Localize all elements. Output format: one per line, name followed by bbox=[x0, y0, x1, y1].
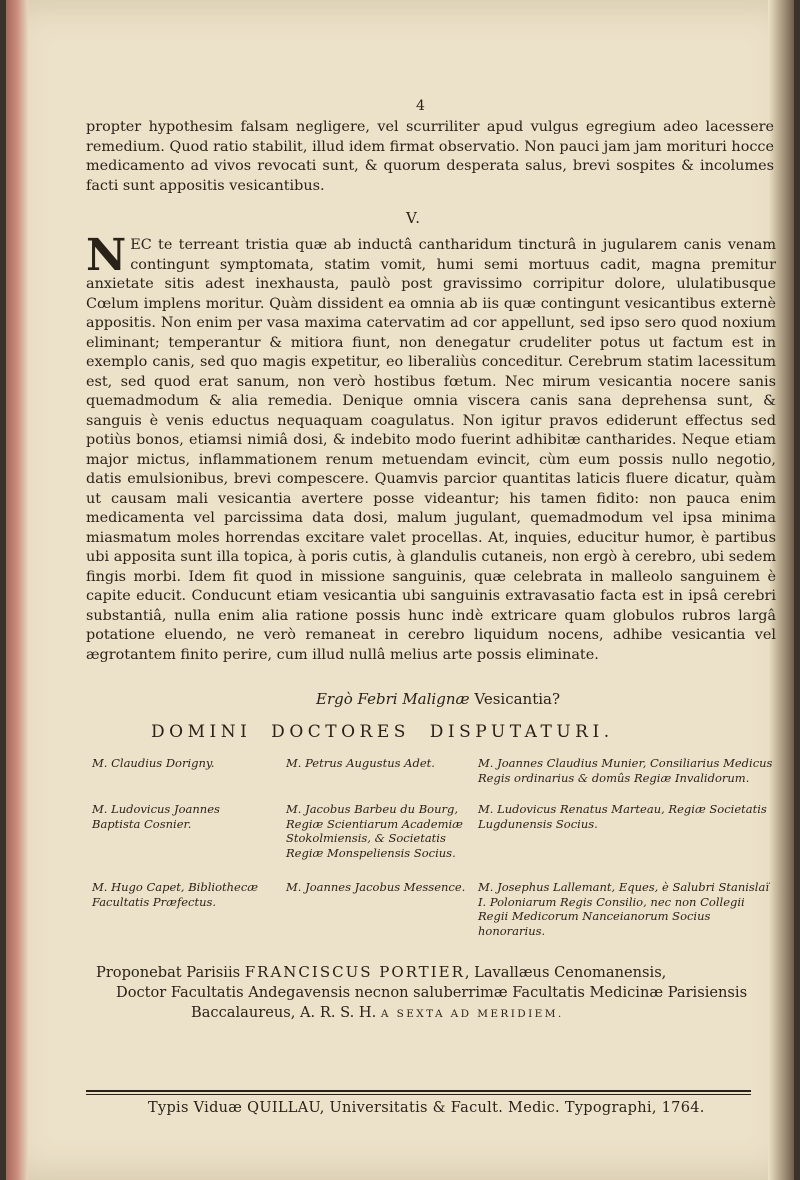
bottom-rule bbox=[86, 1090, 751, 1092]
doctor-entry: M. Ludovicus Joannes Baptista Cosnier. bbox=[92, 802, 220, 831]
thesis-title-italic: Ergò Febri Malignæ bbox=[316, 690, 470, 708]
book-page bbox=[6, 0, 794, 1180]
printer-imprint: Typis Viduæ QUILLAU, Universitatis & Facult. Medic. Typographi, 1764. bbox=[148, 1100, 705, 1116]
doctor-entry: M. Ludovicus Renatus Marteau, Regiæ Societatis Lugdunensis Socius. bbox=[478, 802, 767, 831]
proponebat-line-1 bbox=[96, 962, 776, 983]
thesis-title bbox=[316, 690, 560, 708]
doctor-entry: M. Claudius Dorigny. bbox=[92, 756, 215, 770]
drop-cap: N bbox=[86, 230, 127, 281]
section-number: V. bbox=[406, 209, 421, 227]
candidate-name: FRANCISCUS PORTIER bbox=[244, 963, 465, 981]
proponebat-line-3 bbox=[96, 1003, 776, 1024]
proponebat-intro: Proponebat Parisiis bbox=[96, 964, 241, 981]
disputation-time: A SEXTA AD MERIDIEM. bbox=[380, 1008, 564, 1020]
doctors-heading: DOMINI DOCTORES DISPUTATURI. bbox=[151, 722, 614, 742]
doctor-entry: M. Hugo Capet, Bibliothecæ Facultatis Præfectus. bbox=[92, 880, 259, 909]
top-paragraph: propter hypothesim falsam negligere, vel scurriliter apud vulgus egregium adeo lacessere remedium. Quod ratio stabilit, illud idem firmat observatio. Non pauci jam jam morituri hocce medicamento ad vivos revocati sunt, & quorum desperata salus, brevi sospites & incolumes facti sunt appositis vesicantibus. bbox=[86, 119, 774, 194]
main-paragraph-text: EC te terreant tristia quæ ab inductâ cantharidum tincturâ in jugularem canis venam contingunt symptomata, statim vomit, humi semi mortuus cadit, magna premitur anxietate sitis adest inexhausta, paulò post gravissimo corripitur dolore, ululatibusque Cœlum implens moritur. Quàm dissident ea omnia ab iis quæ contingunt vesicantibus externè appositis. Non enim per vasa maxima catervatim ad cor appellunt, sed ipso sero quod noxium eliminant; temperantur & mitiora fiunt, non denegatur crudeliter potus ut factum est in exemplo canis, sed quo magis expetitur, eo liberaliùs conceditur. Cerebrum statim lacessitum est, sed quod erat sanum, non verò hostibus fœtum. Nec mirum vesicantia nocere sanis quemadmodum & alia remedia. Denique omnia viscera canis sana deprehensa sunt, & sanguis è venis eductus nequaquam coagulatus. Non igitur pravos ediderunt effectus sed potiùs bonos, etiamsi nimiâ dosi, & indebito modo fuerint adhibitæ cantharides. Neque etiam major mictus, inflammationem renum metuendam evincit, cùm eum possis nullo negotio, datis emulsionibus, brevi compescere. Quamvis parcior quantitas laticis fluere dicatur, quàm ut causam mali vesicantia avertere posse videantur; his tamen fidito: non pauca enim medicamenta vel parcissima data dosi, malum jugulant, quemadmodum vel ipsa minima miasmatum moles horrendas excitare valet procellas. At, inquies, educitur humor, è partibus ubi apposita sunt illa topica, à poris cutis, à glandulis cutaneis, non ergò à cerebro, ubi sedem fingis morbi. Idem fit quod in missione sanguinis, quæ celebrata in malleolo sanguinem è capite educit. Conducunt etiam vesicantia ubi sanguinis extravasatio facta est in ipsâ cerebri substantiâ, nulla enim alia ratione possis hunc indè extricare quam globulos rubros largâ potatione eluendo, ne verò remaneat in cerebro liquidum nocens, adhibe vesicantia vel ægrotantem finito perire, cum illud nullâ melius arte possis eliminate. bbox=[86, 237, 776, 663]
main-paragraph bbox=[86, 230, 776, 665]
doctor-entry: M. Jacobus Barbeu du Bourg, Regiæ Scientiarum Academiæ Stokolmiensis, & Societatis Regiæ Monspeliensis Socius. bbox=[286, 802, 463, 860]
doctor-entry: M. Petrus Augustus Adet. bbox=[286, 756, 435, 770]
page-content bbox=[86, 0, 776, 1180]
doctor-entry: M. Joannes Jacobus Messence. bbox=[286, 880, 466, 894]
page-number: 4 bbox=[416, 98, 425, 114]
candidate-degree: Baccalaureus, A. R. S. H. bbox=[191, 1004, 377, 1021]
proponebat-block bbox=[96, 962, 776, 1024]
candidate-origin: , Lavallæus Cenomanensis, bbox=[464, 964, 667, 981]
doctor-entry: M. Joannes Claudius Munier, Consiliarius Medicus Regis ordinarius & domûs Regiæ Invalidorum. bbox=[478, 756, 773, 785]
bottom-rule-thin bbox=[86, 1094, 751, 1095]
doctor-entry: M. Josephus Lallemant, Eques, è Salubri Stanislaï I. Poloniarum Regis Consilio, nec non Collegii Regii Medicorum Nanceianorum Socius honorarius. bbox=[478, 880, 770, 938]
page-edge-left bbox=[6, 0, 28, 1180]
thesis-title-roman: Vesicantia? bbox=[474, 690, 561, 708]
proponebat-line-2: Doctor Facultatis Andegavensis necnon saluberrimæ Facultatis Medicinæ Parisiensis bbox=[116, 984, 748, 1001]
